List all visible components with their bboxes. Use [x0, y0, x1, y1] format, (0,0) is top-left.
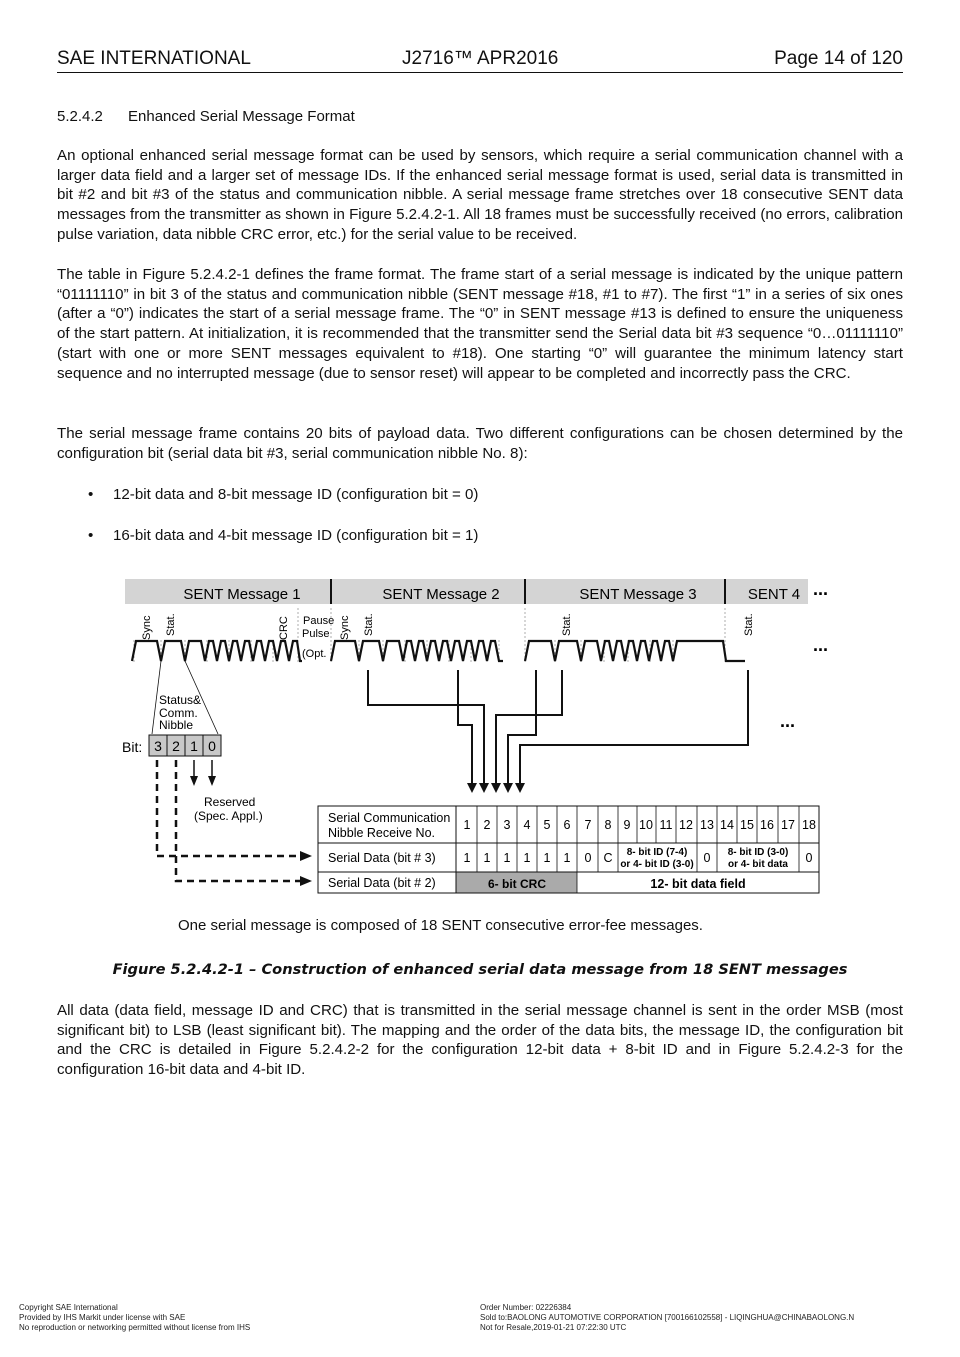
- list-item-text: 16-bit data and 4-bit message ID (configuration bit = 1): [113, 527, 479, 544]
- receive-number-cell: 1: [463, 818, 471, 832]
- bit3-cell: 1: [463, 851, 471, 865]
- footer-right: [480, 1303, 854, 1333]
- paragraph-2: The table in Figure 5.2.4.2-1 defines the frame format. The frame start of a serial message is indicated by the unique pattern “01111110” in bit 3 of the status and communication nibble (SENT message #18, #1 to #7). The first “1” in a series of six ones (after a “0”) indicates the start of a serial message frame. The “0” in SENT message #13 is defined to ensure the uniqueness of the start pattern. At initialization, it is recommended that the transmitter send the Serial data bit #3 sequence “0…01111110” (start with one or more SENT messages equivalent to #18). One starting “0” will guarantee the minimum latency start sequence and no interrupted message (due to sensor reset) will appear to be completed and incorrectly pass the CRC.: [57, 266, 903, 382]
- ellipsis-banner: ...: [813, 579, 829, 599]
- bit-label: Bit:: [122, 739, 143, 755]
- section-number: 5.2.4.2: [57, 108, 103, 125]
- bit3-cell: 1: [563, 851, 571, 865]
- row-label: Serial Data (bit # 2): [328, 876, 436, 890]
- footer-line: Not for Resale,2019-01-21 07:22:30 UTC: [480, 1323, 627, 1332]
- header-org: SAE INTERNATIONAL: [57, 48, 251, 69]
- crc-field: 6- bit CRC: [488, 877, 546, 891]
- message-label: SENT Message 2: [382, 586, 500, 603]
- receive-number-cell: 14: [720, 818, 734, 832]
- footer-line: Sold to:BAOLONG AUTOMOTIVE CORPORATION [700166102558] - LIQINGHUA@CHINABAOLONG.N: [480, 1313, 855, 1322]
- footer-line: Copyright SAE International: [19, 1303, 118, 1312]
- paragraph-1: An optional enhanced serial message format can be used by sensors, which require a serial communication channel with a larger data field and a larger set of message IDs. If the enhanced serial message format is used, serial data is transmitted in bit #2 and bit #3 of the status and communication nibble. A serial message frame stretches over 18 consecutive SENT data messages from the transmitter as shown in Figure 5.2.4.2-1. All 18 frames must be successfully received (no errors, calibration pulse variation, data nibble CRC error, etc.) for the serial value to be received.: [57, 147, 903, 243]
- receive-number-cell: 18: [802, 818, 816, 832]
- waveform-message-2: [331, 641, 503, 661]
- data-field: 12- bit data field: [650, 877, 746, 891]
- paragraph-3: The serial message frame contains 20 bits of payload data. Two different configurations can be chosen determined by the configuration bit (serial data bit #3, serial communication nibble No. 8):: [57, 425, 903, 462]
- receive-number-cell: 10: [639, 818, 653, 832]
- nibble-label: Comm.: [159, 706, 198, 720]
- footer-line: No reproduction or networking permitted without license from IHS: [19, 1323, 251, 1332]
- bullet-dot: •: [88, 527, 94, 544]
- bit-value: 2: [172, 738, 180, 754]
- receive-number-cell: 16: [760, 818, 774, 832]
- bullet-dot: •: [88, 486, 94, 503]
- section-heading: [57, 108, 355, 125]
- bit-value: 1: [190, 738, 198, 754]
- bit3-cell: C: [603, 851, 613, 865]
- bit3-cell: 1: [483, 851, 491, 865]
- receive-number-cell: 5: [543, 818, 551, 832]
- bit3-cell: 1: [523, 851, 531, 865]
- row-label: Serial Communication: [328, 811, 451, 825]
- bit3-id-cell: or 4- bit data: [727, 859, 789, 870]
- stat-label: Stat.: [743, 613, 755, 636]
- message-label: SENT Message 1: [183, 586, 301, 603]
- bit3-cell: 0: [805, 851, 813, 865]
- ellipsis-signal: ...: [813, 635, 829, 655]
- crc-label: CRC: [278, 616, 290, 640]
- bit-value: 3: [154, 738, 162, 754]
- stat-label: Stat.: [363, 613, 375, 636]
- nibble-label: Status&: [159, 693, 202, 707]
- bit3-cell: 0: [703, 851, 711, 865]
- receive-number-cell: 13: [700, 818, 714, 832]
- pulse-label: Pulse: [302, 628, 330, 640]
- message-label: SENT 4: [747, 586, 801, 603]
- list-item: [88, 527, 479, 544]
- figure-title: Figure 5.2.4.2-1 – Construction of enhanced serial data message from 18 SENT messages: [112, 961, 848, 978]
- receive-number-cell: 4: [523, 818, 531, 832]
- receive-number-cell: 3: [503, 818, 511, 832]
- list-item-text: 12-bit data and 8-bit message ID (configuration bit = 0): [113, 486, 479, 503]
- footer-line: Order Number: 02226384: [480, 1303, 572, 1312]
- receive-number-cell: 12: [679, 818, 693, 832]
- receive-number-cell: 17: [781, 818, 795, 832]
- receive-number-cell: 8: [604, 818, 612, 832]
- footer-line: Provided by IHS Markit under license with SAE: [19, 1313, 186, 1322]
- waveform-message-1: [132, 641, 302, 661]
- figure-caption: One serial message is composed of 18 SENT consecutive error-fee messages.: [178, 917, 703, 934]
- section-title: Enhanced Serial Message Format: [128, 108, 355, 125]
- sync-label: Sync: [141, 615, 153, 640]
- bit3-id-cell: or 4- bit ID (3-0): [620, 859, 694, 870]
- pause-label: Pause: [303, 615, 335, 627]
- receive-number-cell: 2: [483, 818, 491, 832]
- bit3-row: [464, 847, 813, 870]
- receive-number-row: [464, 818, 816, 832]
- receive-number-cell: 15: [740, 818, 754, 832]
- bit3-id-cell: 8- bit ID (7-4): [626, 847, 688, 858]
- receive-number-cell: 11: [659, 818, 673, 832]
- optional-label: (Opt.: [302, 648, 327, 660]
- waveform-message-3: [525, 641, 745, 661]
- receive-number-cell: 9: [623, 818, 631, 832]
- sent-frame-diagram: [100, 570, 840, 900]
- stat-label: Stat.: [165, 613, 177, 636]
- row-label: Nibble Receive No.: [328, 826, 435, 840]
- page-header: [57, 48, 903, 73]
- reserved-label: (Spec. Appl.): [194, 809, 263, 823]
- header-doc-id: J2716™ APR2016: [402, 48, 559, 69]
- receive-number-cell: 6: [563, 818, 571, 832]
- receive-number-cell: 7: [584, 818, 592, 832]
- message-label: SENT Message 3: [579, 586, 697, 603]
- paragraph-4: All data (data field, message ID and CRC) that is transmitted in the serial message channel is sent in the order MSB (most significant bit) to LSB (least significant bit). The mapping and the order of the data bits, the message ID, the configuration bit and the CRC is detailed in Figure 5.2.4.2-2 for the configuration 12-bit data + 8-bit ID and in Figure 5.2.4.2-3 for the configuration 16-bit data and 4-bit ID.: [57, 1002, 903, 1079]
- sync-label: Sync: [339, 615, 351, 640]
- bit3-cell: 1: [503, 851, 511, 865]
- ellipsis-feed: ...: [780, 711, 796, 731]
- bit3-id-cell: 8- bit ID (3-0): [727, 847, 789, 858]
- bit-value: 0: [208, 738, 216, 754]
- list-item: [88, 486, 479, 503]
- bit3-cell: 0: [584, 851, 592, 865]
- stat-label: Stat.: [561, 613, 573, 636]
- reserved-label: Reserved: [204, 795, 256, 809]
- row-label: Serial Data (bit # 3): [328, 851, 436, 865]
- footer-left: [19, 1303, 250, 1333]
- header-page-number: Page 14 of 120: [774, 48, 903, 69]
- bit3-cell: 1: [543, 851, 551, 865]
- nibble-label: Nibble: [159, 718, 194, 732]
